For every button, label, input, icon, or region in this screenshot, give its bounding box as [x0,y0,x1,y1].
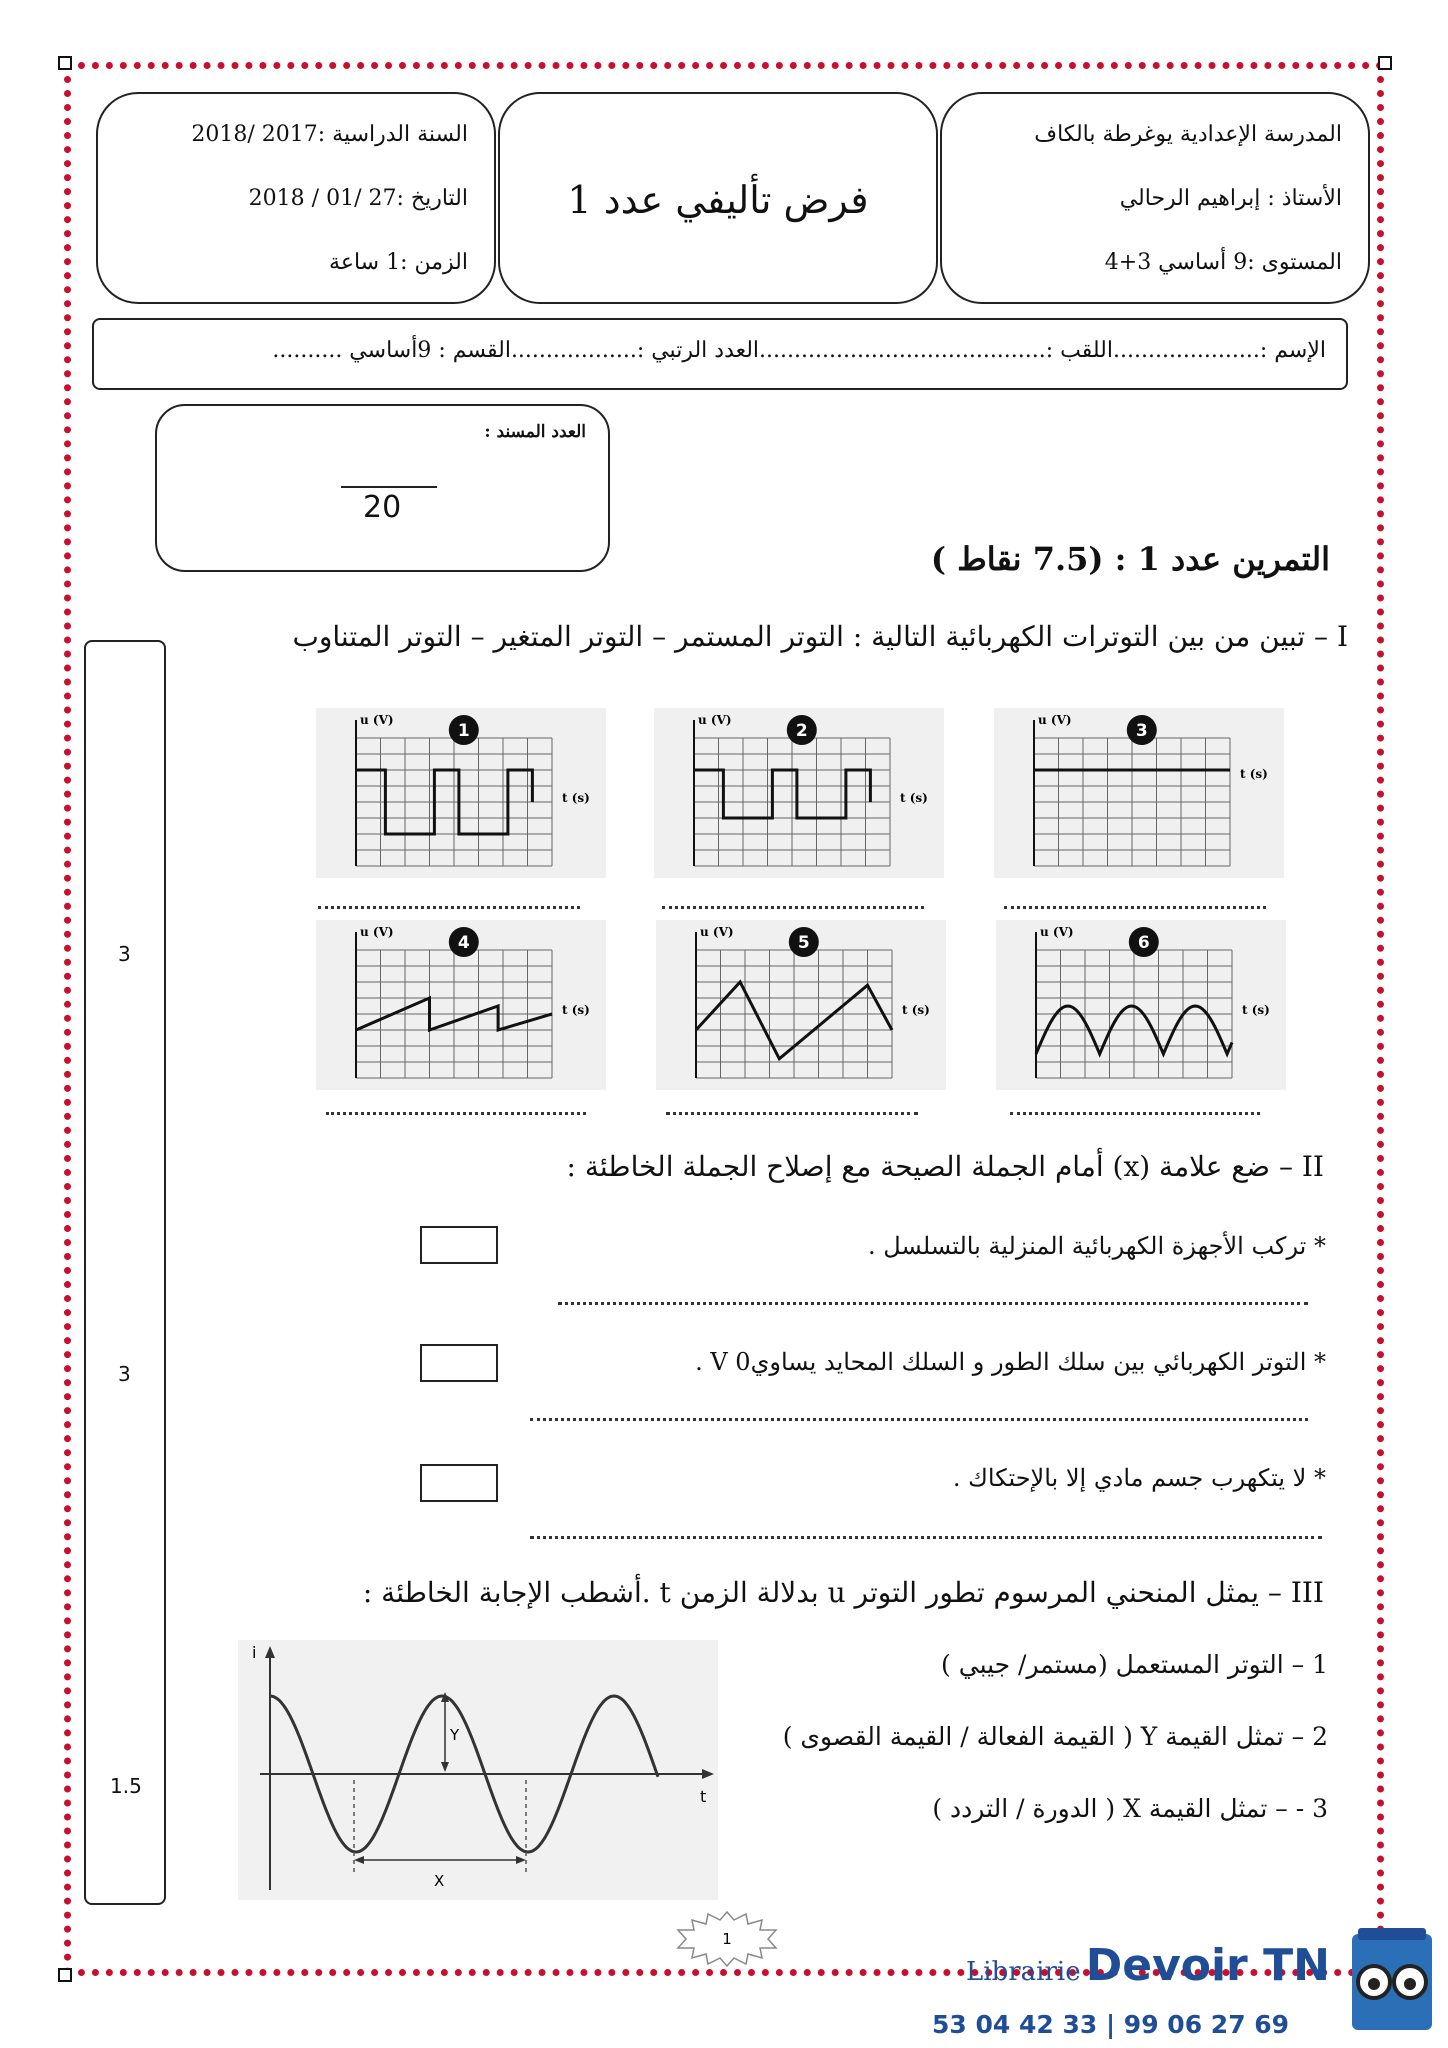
header-title-box [498,92,938,304]
brand-name: Devoir TN [1085,1940,1330,1991]
statement-1: * تركب الأجهزة الكهربائية المنزلية بالتسلسل . [868,1232,1326,1260]
x-axis-label: t (s) [1242,1003,1270,1017]
part1-question: I – تبين من بين التوترات الكهربائية التالية : التوتر المستمر – التوتر المتغير – التوتر المتناوب [292,620,1348,653]
x-axis-label: t (s) [562,791,590,805]
statement-2: * التوتر الكهربائي بين سلك الطور و السلك المحايد يساويV 0 . [695,1348,1326,1376]
y-axis-label: u (V) [1038,713,1072,727]
score-part1: 3 [118,942,131,966]
part3-option-2[interactable]: 2 – تمثل القيمة Y ( القيمة الفعالة / القيمة القصوى ) [782,1722,1328,1751]
part3-question: III – يمثل المنحني المرسوم تطور التوتر u بدلالة الزمن t .أشطب الإجابة الخاطئة : [362,1576,1324,1609]
correction-line-2[interactable] [530,1418,1308,1421]
exam-duration: الزمن :1 ساعة [329,250,468,275]
grade-label: العدد المسند : [484,422,586,442]
voltage-graph-1 [316,708,606,878]
voltage-graph-3 [994,708,1284,878]
border-corner [58,1968,72,1982]
teacher-name: الأستاذ : إبراهيم الرحالي [1119,186,1342,211]
y-axis-label: u (V) [700,925,734,939]
graph-number: 1 [457,721,470,741]
student-info-fields[interactable]: الإسم :.....................اللقب :.........................................العدد الرتبي :..................القسم : 9أساسي .......... [272,338,1326,363]
correction-line-1[interactable] [558,1302,1308,1305]
border-corner [58,56,72,70]
graph-number: 4 [457,933,470,953]
school-year: السنة الدراسية :2017 /2018 [191,122,468,147]
answer-line-graph-4[interactable] [326,1112,586,1115]
voltage-graph-2 [654,708,944,878]
graph-number: 6 [1137,933,1150,953]
footer-phones: 53 04 42 33 | 99 06 27 69 [932,2010,1290,2039]
answer-line-graph-3[interactable] [1004,906,1266,909]
score-part2: 3 [118,1362,131,1386]
voltage-graph-5 [656,920,946,1090]
x-axis-label: t (s) [902,1003,930,1017]
grade-box [155,404,610,572]
score-column [84,640,166,1905]
graph-number: 3 [1135,721,1148,741]
voltage-graph-6 [996,920,1286,1090]
x-axis-label: t (s) [562,1003,590,1017]
mascot-logo [1348,1926,1436,2036]
mascot-pupil-left [1368,1978,1380,1990]
student-info-banner [92,318,1348,390]
page-number-seal [668,1910,786,1968]
statement-1-checkbox[interactable] [420,1226,498,1264]
statement-3-checkbox[interactable] [420,1464,498,1502]
part3-option-1[interactable]: 1 – التوتر المستعمل (مستمر/ جيبي ) [941,1650,1328,1679]
mascot-pupil-right [1404,1978,1416,1990]
statement-2-checkbox[interactable] [420,1344,498,1382]
x-axis-label: t (s) [1240,767,1268,781]
x-axis-label: t [700,1787,707,1806]
part3-option-3[interactable]: 3 - – تمثل القيمة X ( الدورة / التردد ) [932,1794,1328,1823]
amplitude-label: Y [450,1726,460,1744]
correction-line-3[interactable] [530,1536,1322,1539]
sine-current-graph [238,1640,718,1900]
y-axis-label: u (V) [360,925,394,939]
border-corner [1378,56,1392,70]
exam-title: فرض تأليفي عدد 1 [567,178,869,222]
answer-line-graph-1[interactable] [318,906,580,909]
grade-denominator: 20 [363,490,402,525]
page-number: 1 [722,1930,732,1948]
exercise-title: التمرين عدد 1 : (7.5 نقاط ) [930,540,1330,578]
header-date-box [96,92,496,304]
graph-number: 2 [795,721,808,741]
mascot-hair [1358,1928,1426,1940]
answer-line-graph-5[interactable] [666,1112,918,1115]
score-part3: 1.5 [110,1774,142,1798]
y-axis-label: u (V) [360,713,394,727]
x-axis-label: t (s) [900,791,928,805]
header-school-box [940,92,1370,304]
statement-3: * لا يتكهرب جسم مادي إلا بالإحتكاك . [952,1464,1326,1492]
school-name: المدرسة الإعدادية يوغرطة بالكاف [1034,122,1342,147]
y-axis-label: u (V) [698,713,732,727]
footer-brand [966,1940,1330,1991]
answer-line-graph-6[interactable] [1010,1112,1260,1115]
answer-line-graph-2[interactable] [662,906,924,909]
class-level: المستوى :9 أساسي 3+4 [1104,250,1342,275]
y-axis-label: i [252,1643,257,1662]
grade-fraction-line [341,486,437,488]
period-label: X [434,1872,445,1890]
part2-question: II – ضع علامة (x) أمام الجملة الصيحة مع إصلاح الجملة الخاطئة : [566,1150,1324,1183]
y-axis-label: u (V) [1040,925,1074,939]
brand-small: Librairie [966,1957,1081,1987]
exam-date: التاريخ :27 /01 / 2018 [248,186,468,211]
graph-number: 5 [797,933,810,953]
voltage-graph-4 [316,920,606,1090]
